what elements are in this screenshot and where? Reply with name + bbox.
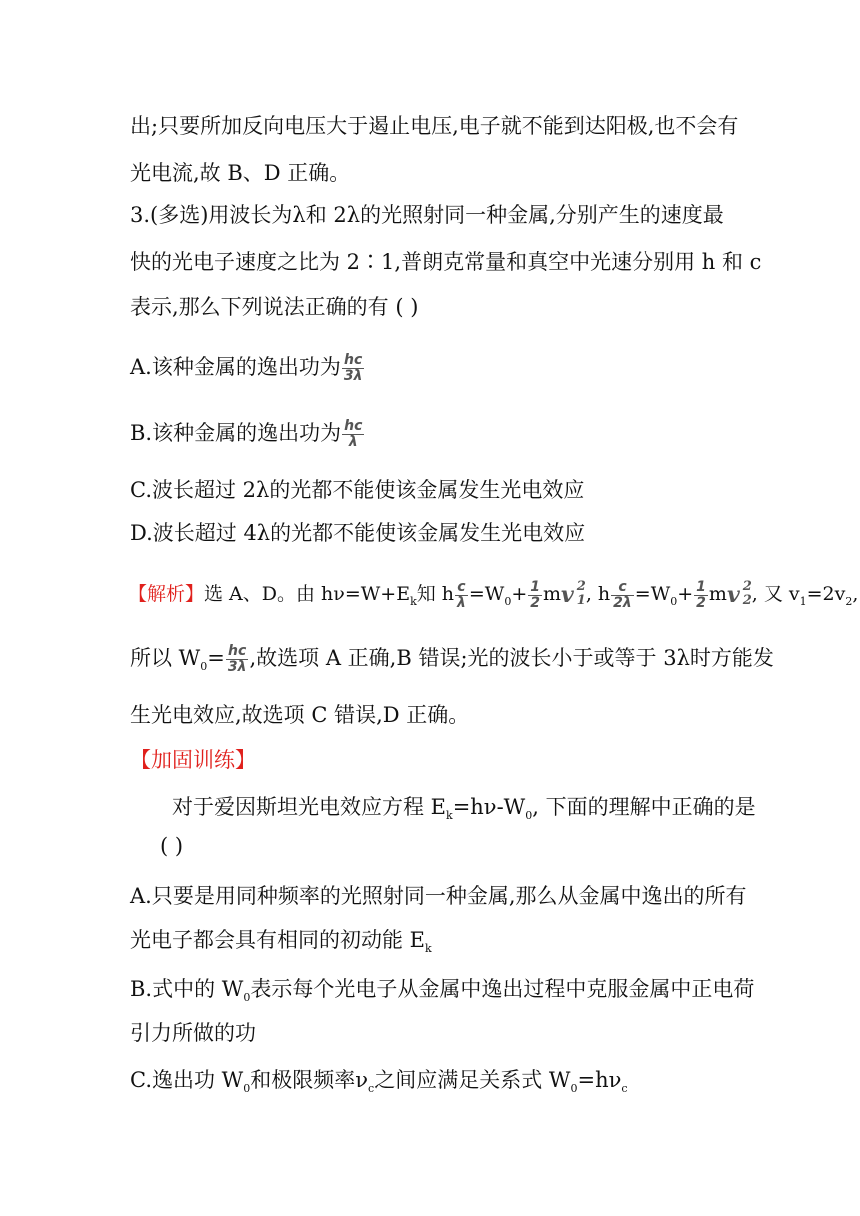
option-c: C.波长超过 2λ的光都不能使该金属发生光电效应: [130, 478, 585, 502]
reinforce-option-b-line-2: 引力所做的功: [130, 1021, 256, 1045]
analysis-tag: 【解析】: [128, 583, 205, 605]
continuation-line-1: 出;只要所加反向电压大于遏止电压,电子就不能到达阳极,也不会有: [130, 114, 739, 138]
option-d: D.波长超过 4λ的光都不能使该金属发生光电效应: [130, 521, 586, 545]
reinforce-stem-line-1: 对于爱因斯坦光电效应方程 $E_k=h\nu-W_0$, 下面的理解中正确的是: [172, 795, 756, 823]
option-b: B.该种金属的逸出功为 $\frac{hc}{\lambda}$: [130, 418, 363, 450]
reinforce-option-b-line-1: B.式中的 $W_0$表示每个光电子从金属中逸出过程中克服金属中正电荷: [130, 977, 755, 1005]
analysis-line-3: 生光电效应,故选项 C 错误,D 正确。: [130, 703, 470, 727]
fraction-hc-over-lambda: $\frac{hc}{\lambda}$: [344, 418, 363, 450]
question-3-line-2: 快的光电子速度之比为 2∶1,普朗克常量和真空中光速分别用 h 和 c: [130, 250, 762, 274]
continuation-line-2: 光电流,故 B、D 正确。: [130, 161, 351, 185]
fraction-hc-over-3lambda: $\frac{hc}{3\lambda}$: [343, 352, 363, 384]
question-3-line-3: 表示,那么下列说法正确的有 ( ): [130, 295, 419, 319]
analysis-line-1: 【解析】选 A、D。由 $h\nu=W+E_k$知 h $\frac{c}{\lambda}$ $=W_0+$ $\frac{1}{2}$ mv 2 1 , h $\frac{c}{2\lambda}$ $=W_0+$ $\frac{1}{2}$ mv 2 2 , 又 $v_1=2v_2$,: [128, 578, 859, 611]
reinforce-option-c: C.逸出功 $W_0$和极限频率$\nu_c$之间应满足关系式 $W_0=h\nu_c$: [130, 1068, 628, 1096]
option-a: A.该种金属的逸出功为 $\frac{hc}{3\lambda}$: [130, 352, 363, 384]
question-3-line-1: 3.(多选)用波长为λ和 2λ的光照射同一种金属,分别产生的速度最: [130, 203, 724, 227]
analysis-line-2: 所以 $W_0=$ $\frac{hc}{3\lambda}$ ,故选项 A 正确,B 错误;光的波长小于或等于 3λ时方能发: [130, 643, 774, 675]
reinforce-stem-line-2: ( ): [160, 834, 184, 858]
reinforce-option-a-line-1: A.只要是用同种频率的光照射同一种金属,那么从金属中逸出的所有: [130, 884, 747, 908]
reinforce-option-a-line-2: 光电子都会具有相同的初动能 $E_k$: [130, 928, 432, 956]
reinforce-tag: 【加固训练】: [130, 748, 256, 772]
